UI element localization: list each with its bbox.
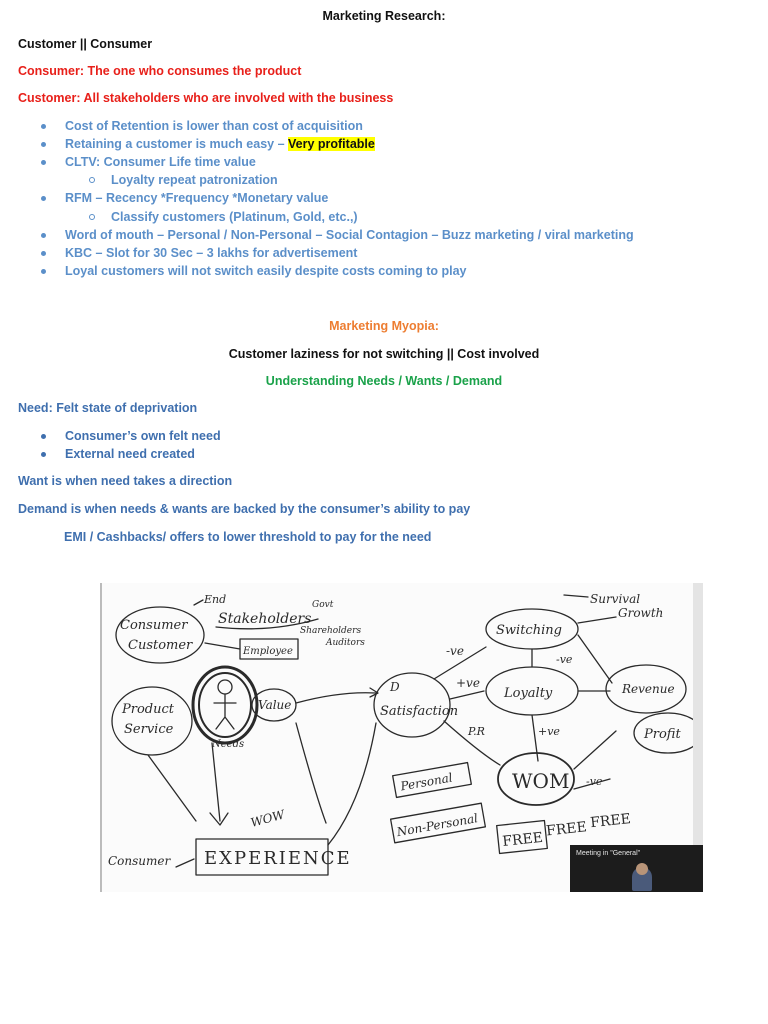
sketch-growth: Growth: [618, 606, 664, 620]
bullet-dot: [41, 233, 46, 238]
list-item: [65, 136, 375, 152]
sketch-arrow: [450, 691, 484, 699]
need-definition: Need: Felt state of deprivation: [18, 401, 198, 415]
customer-consumer-line: Customer || Consumer: [18, 37, 153, 51]
list-item-text: Retaining a customer is much easy –: [65, 137, 288, 151]
needs-heading: Understanding Needs / Wants / Demand: [265, 374, 503, 388]
stick-figure-head: [218, 680, 232, 694]
bullet-dot: [41, 452, 46, 457]
sub-list-item: Loyalty repeat patronization: [111, 173, 278, 187]
bullet-dot: [41, 434, 46, 439]
sketch-arrow: [578, 617, 616, 683]
sketch-line: [328, 723, 376, 845]
bullet-dot: [41, 269, 46, 274]
sub-list-item: Classify customers (Platinum, Gold, etc.,): [111, 210, 358, 224]
sketch-arrow: [564, 595, 588, 597]
list-item: Loyal customers will not switch easily despite costs coming to play: [65, 264, 467, 278]
sketch-experience: EXPERIENCE: [204, 848, 352, 869]
consumer-customer-circle: [116, 607, 204, 663]
meeting-thumbnail: [570, 845, 703, 892]
sketch-line: [205, 643, 240, 649]
myopia-line: Customer laziness for not switching || Cost involved: [228, 347, 540, 361]
consumer-definition: Consumer: The one who consumes the product: [18, 64, 302, 78]
sketch-neg2: -ve: [556, 653, 573, 666]
sketch-d: D: [390, 680, 400, 694]
demand-definition: Demand is when needs & wants are backed by the consumer’s ability to pay: [18, 502, 471, 516]
sketch-personal: Personal: [399, 770, 454, 794]
sketch-neg3: -ve: [586, 775, 603, 788]
customer-definition: Customer: All stakeholders who are involved with the business: [18, 91, 394, 105]
sketch-nonpersonal: Non-Personal: [395, 811, 479, 840]
list-item: RFM – Recency *Frequency *Monetary value: [65, 191, 329, 205]
sketch-survival: Survival: [590, 592, 641, 606]
page-title: Marketing Research:: [322, 9, 446, 23]
sketch-switching: Switching: [496, 623, 562, 638]
sketch-free3: FREE: [589, 811, 632, 832]
sketch-free1: FREE: [501, 829, 544, 851]
sketch-satisfaction: Satisfaction: [380, 704, 459, 719]
sketch-pos2: +ve: [538, 725, 560, 738]
bullet-dot: [41, 196, 46, 201]
list-item: Word of mouth – Personal / Non-Personal – Social Contagion – Buzz marketing / viral marketing: [65, 228, 634, 242]
whiteboard-image: [100, 583, 703, 892]
sketch-consumer: Consumer: [120, 618, 188, 633]
sketch-arrow: [176, 859, 194, 867]
bullet-dot: [41, 251, 46, 256]
participant-head: [636, 863, 648, 875]
sub-bullet-circle: [89, 177, 95, 183]
sketch-pos1: +ve: [456, 676, 480, 690]
sketch-arrow: [194, 600, 203, 605]
want-definition: Want is when need takes a direction: [18, 474, 233, 488]
sketch-shareholders: Shareholders: [300, 626, 362, 636]
sketch-value: Value: [258, 698, 292, 712]
sketch-service: Service: [124, 722, 174, 737]
sketch-product: Product: [122, 702, 174, 717]
sketch-needs: Needs: [212, 739, 245, 750]
sketch-neg1: -ve: [446, 644, 464, 658]
sketch-wow: WOW: [249, 807, 287, 830]
meeting-label: Meeting in "General": [576, 850, 641, 857]
sketch-end: End: [204, 593, 227, 606]
sketch-revenue: Revenue: [622, 682, 675, 696]
list-item: CLTV: Consumer Life time value: [65, 155, 256, 169]
sketch-stakeholders: Stakeholders: [218, 611, 312, 627]
myopia-heading: Marketing Myopia:: [329, 319, 439, 333]
sketch-govt: Govt: [312, 600, 334, 610]
sketch-loyalty: Loyalty: [504, 686, 553, 701]
sketch-line: [296, 723, 326, 823]
sketch-arrow: [532, 715, 538, 761]
list-item: KBC – Slot for 30 Sec – 3 lakhs for advertisement: [65, 246, 358, 260]
bullet-dot: [41, 160, 46, 165]
stick-figure-body: [214, 694, 236, 729]
bullet-dot: [41, 124, 46, 129]
sub-bullet-circle: [89, 214, 95, 220]
bullet-dot: [41, 142, 46, 147]
highlighted-text: Very profitable: [288, 137, 375, 151]
sketch-pr: P.R: [468, 725, 485, 738]
sketch-employee: Employee: [243, 646, 293, 657]
list-item: External need created: [65, 447, 195, 461]
sketch-profit: Profit: [644, 727, 681, 742]
product-service-circle: [112, 687, 192, 755]
sketch-consumer2: Consumer: [108, 854, 171, 868]
sketch-line: [148, 755, 196, 821]
sketch-customer: Customer: [128, 638, 193, 653]
sketch-line: [212, 743, 220, 821]
sketch-arrow: [574, 731, 616, 769]
sketch-arrow: [296, 693, 376, 703]
emi-line: EMI / Cashbacks/ offers to lower threshold to pay for the need: [64, 530, 432, 544]
list-item: Cost of Retention is lower than cost of acquisition: [65, 119, 363, 133]
list-item: Consumer’s own felt need: [65, 429, 221, 443]
sketch-free2: FREE: [545, 819, 588, 840]
sketch-wom: WOM: [512, 769, 570, 793]
sketch-auditors: Auditors: [326, 638, 365, 648]
